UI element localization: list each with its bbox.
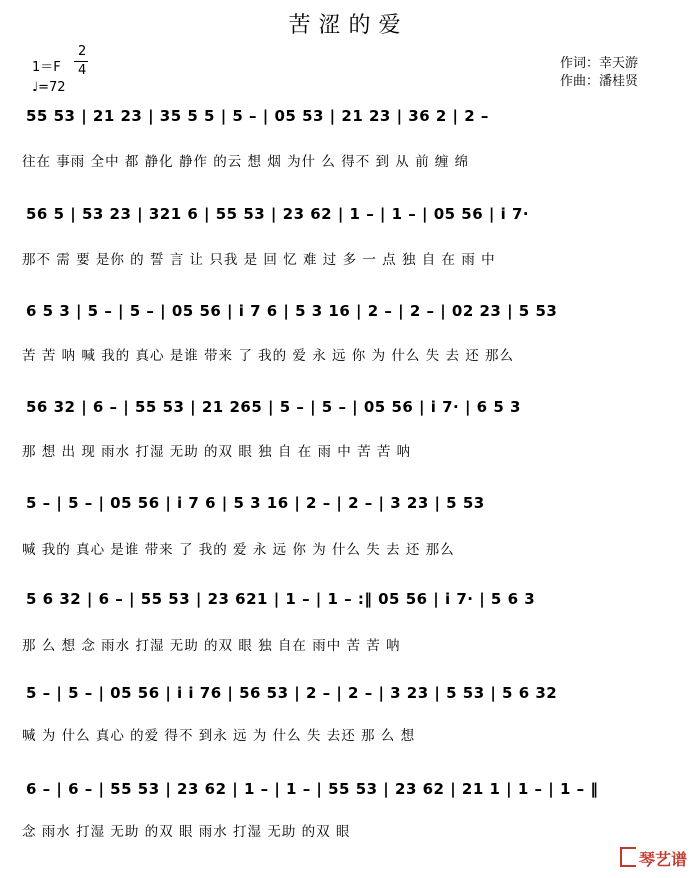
staff-7-lyrics: 喊 为 什么 真心 的爱 得不 到永 远 为 什么 失 去还 那 么 想 (22, 728, 416, 744)
staff-5-lyrics: 喊 我的 真心 是谁 带来 了 我的 爱 永 远 你 为 什么 失 去 还 那么 (22, 542, 455, 558)
watermark-text: 琴艺谱 (638, 850, 687, 869)
key-signature: 1＝F (32, 60, 61, 75)
staff-8-music: 6 – | 6 – | 55 53 | 23 62 | 1 – | 1 – | 55 53 | 23 62 | 21 1 | 1 – | 1 – ‖ (26, 780, 599, 798)
lyricist-credit: 作词：幸天游 (560, 56, 639, 71)
staff-4-lyrics: 那 想 出 现 雨水 打湿 无助 的双 眼 独 自 在 雨 中 苦 苦 呐 (22, 444, 412, 460)
staff-2-music: 56 5 | 53 23 | 321 6 | 55 53 | 23 62 | 1 – | 1 – | 05 56 | i 7· (26, 205, 530, 223)
watermark-logo (620, 847, 687, 870)
time-signature-bottom: 4 (78, 63, 87, 78)
staff-3-lyrics: 苦 苦 呐 喊 我的 真心 是谁 带来 了 我的 爱 永 远 你 为 什么 失 去 还 那么 (22, 348, 515, 364)
time-signature-line (74, 61, 88, 62)
time-signature-top: 2 (78, 44, 87, 59)
song-title: 苦涩的爱 (288, 13, 409, 38)
staff-1-lyrics: 往在 事雨 全中 都 静化 静作 的云 想 烟 为什 么 得不 到 从 前 缠 绵 (22, 154, 470, 170)
composer-credit: 作曲：潘桂贤 (560, 74, 639, 89)
staff-4-music: 56 32 | 6 – | 55 53 | 21 265 | 5 – | 5 – | 05 56 | i 7· | 6 5 3 (26, 398, 521, 416)
staff-8-lyrics: 念 雨水 打湿 无助 的双 眼 雨水 打湿 无助 的双 眼 (22, 824, 351, 840)
staff-2-lyrics: 那不 需 要 是你 的 誓 言 让 只我 是 回 忆 难 过 多 一 点 独 自 在 雨 中 (22, 252, 496, 268)
staff-5-music: 5 – | 5 – | 05 56 | i 7 6 | 5 3 16 | 2 – | 2 – | 3 23 | 5 53 (26, 494, 485, 512)
staff-6-music: 5 6 32 | 6 – | 55 53 | 23 621 | 1 – | 1 – :‖ 05 56 | i 7· | 5 6 3 (26, 590, 536, 608)
staff-7-music: 5 – | 5 – | 05 56 | i i 76 | 56 53 | 2 – | 2 – | 3 23 | 5 53 | 5 6 32 (26, 684, 558, 702)
staff-6-lyrics: 那 么 想 念 雨水 打湿 无助 的双 眼 独 自在 雨中 苦 苦 呐 (22, 638, 401, 654)
logo-icon (620, 847, 636, 867)
tempo-marking: ♩=72 (32, 80, 66, 95)
staff-3-music: 6 5 3 | 5 – | 5 – | 05 56 | i 7 6 | 5 3 16 | 2 – | 2 – | 02 23 | 5 53 (26, 302, 558, 320)
staff-1-music: 55 53 | 21 23 | 35 5 5 | 5 – | 05 53 | 21 23 | 36 2 | 2 – (26, 107, 489, 125)
